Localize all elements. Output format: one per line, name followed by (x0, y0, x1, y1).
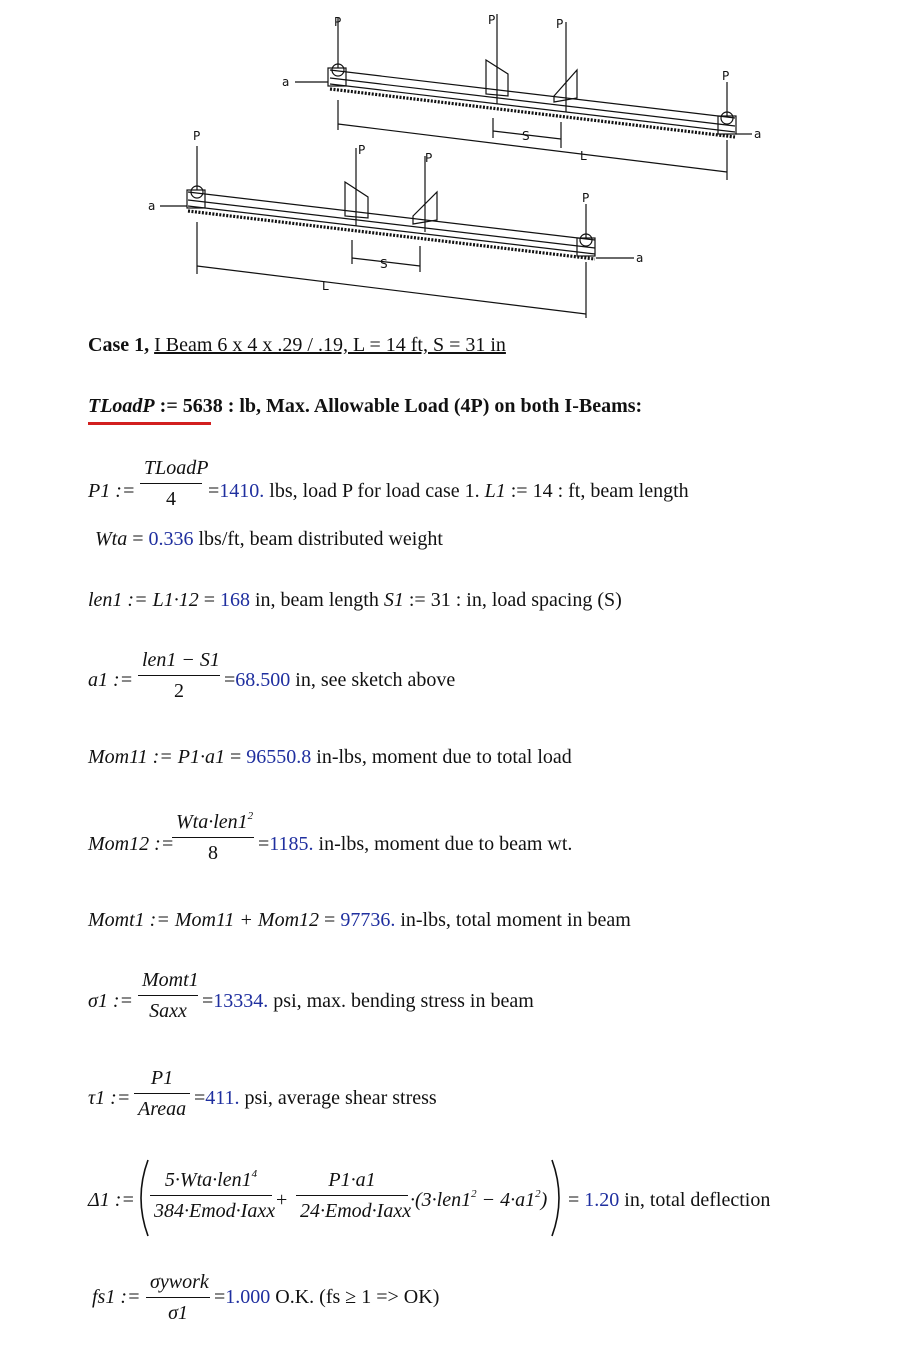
mom12-denominator: 8 (208, 842, 218, 864)
beam-sketch (0, 0, 900, 330)
fs1-numerator: σywork (150, 1271, 209, 1293)
fs1-result-line: =1.000 O.K. (fs ≥ 1 => OK) (214, 1286, 440, 1308)
a1-numerator: len1 − S1 (142, 649, 220, 671)
sketch-label-s: S (380, 257, 388, 271)
delta1-fraction-1: $5\cdot Wta\cdot len1^4$ 384·Emod·Iaxx (150, 1168, 272, 1223)
tau1-numerator: P1 (150, 1067, 174, 1089)
momt1-result: 97736. (340, 909, 396, 931)
l1-var: L1 (484, 480, 506, 502)
case-description: I Beam 6 x 4 x .29 / .19, L = 14 ft, S = 31 in (154, 334, 506, 356)
len1-lhs: len1 := L1·12 (88, 589, 199, 611)
delta1-fraction-2: P1·a1 24·Emod·Iaxx (296, 1168, 408, 1223)
tload-value: 5638 (182, 395, 223, 417)
sketch-label-s: S (522, 129, 530, 143)
mom11-result: 96550.8 (246, 746, 312, 768)
a1-result: 68.500 (235, 669, 291, 691)
sigma1-result: 13334. (213, 990, 269, 1012)
tload-assign: := (154, 395, 183, 417)
len1-result: 168 (220, 589, 250, 611)
p1-var: P1 := (88, 480, 136, 502)
p1-result: 1410. (219, 480, 265, 502)
tload-text: : lb, Max. Allowable Load (4P) on both I-Beams: (222, 395, 643, 417)
len1-line: len1 := L1·12 = 168 in, beam length S1 := 31 : in, load spacing (S) (88, 589, 622, 611)
mom11-lhs: Mom11 := P1·a1 (88, 746, 225, 768)
mom12-fraction (172, 810, 254, 865)
a1-result-line: =68.500 in, see sketch above (224, 669, 456, 691)
sigma1-denominator: Saxx (149, 1000, 187, 1022)
case-label: Case 1, (88, 334, 150, 356)
momt1-lhs: Momt1 := Mom11 + Mom12 (88, 909, 320, 931)
sketch-label-p: P (488, 13, 496, 27)
case-heading (88, 333, 506, 357)
sketch-label-l: L (322, 279, 329, 293)
sketch-label-p: P (425, 151, 433, 165)
sketch-label-p: P (582, 191, 590, 205)
wta-line: Wta = 0.336 lbs/ft, beam distributed weight (95, 528, 443, 550)
sketch-label-p: P (556, 17, 564, 31)
sigma1-fraction (138, 968, 198, 1023)
tload-var: TLoadP (88, 395, 155, 417)
p1-fraction (140, 456, 209, 511)
fs1-var: fs1 := (92, 1286, 141, 1308)
tau1-fraction (134, 1066, 190, 1121)
sketch-label-a: a (148, 199, 156, 213)
sketch-label-p: P (193, 129, 201, 143)
fs1-denominator: σ1 (168, 1302, 188, 1324)
p1-numerator: TLoadP (144, 457, 209, 479)
delta1-result-line: = 1.20 in, total deflection (568, 1189, 771, 1211)
sketch-label-a: a (754, 127, 762, 141)
wta-result: 0.336 (148, 528, 194, 550)
a1-denominator: 2 (174, 680, 184, 702)
sigma1-numerator: Momt1 (142, 969, 199, 991)
a1-fraction (138, 648, 220, 703)
fs1-result: 1.000 (225, 1286, 271, 1308)
p1-result-line: =1410. lbs, load P for load case 1. L1 := 14 : ft, beam length (208, 480, 689, 502)
delta1-result: 1.20 (584, 1189, 620, 1211)
delta1-var: Δ1 := (88, 1189, 135, 1211)
sketch-label-a: a (282, 75, 290, 89)
a1-var: a1 := (88, 669, 134, 691)
wta-var: Wta (95, 528, 128, 550)
mom11-line: Mom11 := P1·a1 = 96550.8 in-lbs, moment due to total load (88, 746, 572, 768)
sigma1-var: σ1 := (88, 990, 134, 1012)
delta1-bracket-term: $\cdot(3\cdot len1^2 - 4\cdot a1^2)$ (410, 1188, 548, 1211)
tau1-var: τ1 := (88, 1087, 131, 1109)
total-load-line (88, 394, 642, 418)
tau1-result-line: =411. psi, average shear stress (194, 1087, 437, 1109)
mom12-numerator: $Wta\cdot len1^2$ (176, 810, 254, 833)
mom12-result-line: =1185. in-lbs, moment due to beam wt. (258, 833, 573, 855)
mom12-result: 1185. (269, 833, 314, 855)
sketch-label-a: a (636, 251, 644, 265)
sigma1-result-line: =13334. psi, max. bending stress in beam (202, 990, 534, 1012)
sketch-label-p: P (358, 143, 366, 157)
p1-denominator: 4 (166, 488, 176, 510)
s1-var: S1 (383, 589, 404, 611)
delta1-plus: + (276, 1189, 288, 1211)
fs1-fraction (146, 1270, 210, 1325)
momt1-line: Momt1 := Mom11 + Mom12 = 97736. in-lbs, total moment in beam (88, 909, 631, 931)
delta1-left-paren (132, 1158, 152, 1238)
red-underline (88, 422, 211, 425)
delta1-right-paren (548, 1158, 568, 1238)
tau1-result: 411. (205, 1087, 240, 1109)
sketch-label-l: L (580, 149, 587, 163)
sketch-label-p: P (722, 69, 730, 83)
mom12-var: Mom12 := (88, 833, 175, 855)
tau1-denominator: Areaa (138, 1098, 187, 1120)
sketch-label-p: P (334, 15, 342, 29)
